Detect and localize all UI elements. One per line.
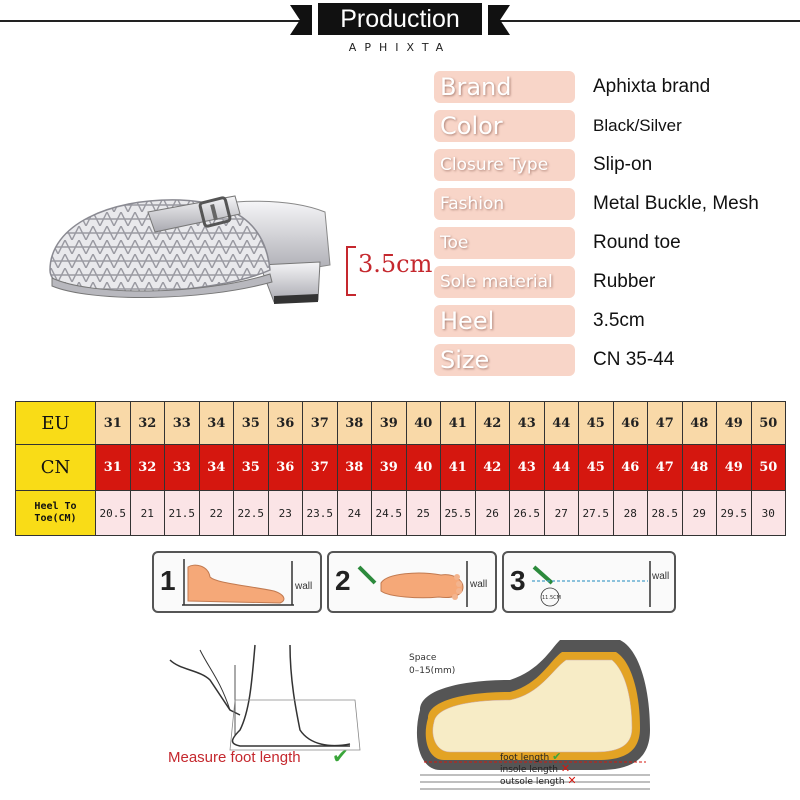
size-cell: 43	[510, 402, 545, 445]
size-cell: 34	[199, 402, 234, 445]
size-cell: 21	[130, 491, 165, 536]
size-cell: 30	[751, 491, 786, 536]
size-cell: 35	[234, 445, 269, 491]
size-cell: 38	[337, 445, 372, 491]
spec-row-sole	[434, 266, 794, 298]
page-title: Production	[318, 3, 482, 35]
size-cell: 46	[613, 402, 648, 445]
spec-key: Sole material	[434, 266, 575, 298]
size-cell: 36	[268, 402, 303, 445]
spec-row-color	[434, 110, 794, 142]
wall-label: wall	[470, 579, 488, 590]
measure-step-3	[502, 551, 676, 613]
size-cell: 32	[130, 402, 165, 445]
size-cell: 49	[717, 445, 752, 491]
spec-row-heel	[434, 305, 794, 337]
size-cell: 47	[648, 402, 683, 445]
size-cell: 47	[648, 445, 683, 491]
spec-value: 3.5cm	[593, 310, 645, 331]
space-range: 0–15(mm)	[409, 666, 456, 676]
size-cell: 49	[717, 402, 752, 445]
size-cell: 26	[475, 491, 510, 536]
measure-ruler-icon	[504, 553, 678, 615]
spec-value: Aphixta brand	[593, 76, 711, 97]
size-cell: 43	[510, 445, 545, 491]
size-cell: 26.5	[510, 491, 545, 536]
size-cell: 31	[96, 445, 131, 491]
size-cell: 37	[303, 402, 338, 445]
check-icon: ✔	[552, 750, 562, 763]
spec-value: Round toe	[593, 232, 681, 253]
size-row-eu	[16, 402, 786, 445]
size-row-heel-to-toe	[16, 491, 786, 536]
size-cell: 24	[337, 491, 372, 536]
size-chart-table	[15, 401, 786, 536]
cross-icon: ✕	[567, 774, 577, 787]
spec-row-closure	[434, 149, 794, 181]
size-cell: 38	[337, 402, 372, 445]
size-cell: 28.5	[648, 491, 683, 536]
size-cell: 42	[475, 445, 510, 491]
spec-key: Brand	[434, 71, 575, 103]
size-cell: 33	[165, 445, 200, 491]
size-cell: 24.5	[372, 491, 407, 536]
row-label-heel-to-toe	[16, 491, 96, 536]
spec-value: Metal Buckle, Mesh	[593, 193, 759, 214]
row-label-line2: Toe(CM)	[34, 513, 77, 524]
size-cell: 44	[544, 402, 579, 445]
size-cell: 46	[613, 445, 648, 491]
size-cell: 22	[199, 491, 234, 536]
size-cell: 22.5	[234, 491, 269, 536]
spec-value: Black/Silver	[593, 116, 682, 135]
spec-row-brand	[434, 71, 794, 103]
size-cell: 41	[441, 402, 476, 445]
size-cell: 32	[130, 445, 165, 491]
header-rule-left	[0, 20, 300, 22]
size-cell: 25	[406, 491, 441, 536]
header-rule-right	[500, 20, 800, 22]
heel-dimension-bracket	[346, 246, 356, 296]
foot-length-label: foot length ✔	[500, 750, 562, 763]
spec-key: Fashion	[434, 188, 575, 220]
spec-row-fashion	[434, 188, 794, 220]
spec-key: Closure Type	[434, 149, 575, 181]
size-cell: 39	[372, 445, 407, 491]
wall-label: wall	[295, 581, 313, 592]
spec-row-size	[434, 344, 794, 376]
step-number: 3	[510, 565, 526, 596]
spec-key: Toe	[434, 227, 575, 259]
row-label-cn: CN	[16, 445, 96, 491]
size-cell: 48	[682, 445, 717, 491]
size-cell: 50	[751, 402, 786, 445]
spec-value: Rubber	[593, 271, 656, 292]
size-cell: 23	[268, 491, 303, 536]
spec-value: Slip-on	[593, 154, 653, 175]
size-cell: 28	[613, 491, 648, 536]
size-row-cn	[16, 445, 786, 491]
row-label-eu: EU	[16, 402, 96, 445]
insole-length-label: insole length ✕	[500, 762, 571, 775]
outsole-length-label: outsole length ✕	[500, 774, 577, 787]
spec-row-toe	[434, 227, 794, 259]
size-cell: 45	[579, 402, 614, 445]
size-cell: 29	[682, 491, 717, 536]
spec-value: CN 35-44	[593, 349, 675, 370]
wall-label: wall	[652, 571, 670, 582]
size-cell: 31	[96, 402, 131, 445]
size-cell: 27	[544, 491, 579, 536]
size-cell: 27.5	[579, 491, 614, 536]
size-cell: 25.5	[441, 491, 476, 536]
size-cell: 33	[165, 402, 200, 445]
row-label-line1: Heel To	[34, 501, 77, 512]
spec-key: Heel	[434, 305, 575, 337]
dimension-label: 11.5CM	[542, 595, 561, 601]
size-cell: 41	[441, 445, 476, 491]
measure-caption: Measure foot length	[168, 749, 301, 766]
check-icon: ✔	[332, 744, 349, 768]
size-cell: 37	[303, 445, 338, 491]
size-cell: 50	[751, 445, 786, 491]
cross-icon: ✕	[560, 762, 571, 775]
spec-key: Color	[434, 110, 575, 142]
brand-subtitle: APHIXTA	[348, 41, 452, 54]
measure-step-2	[327, 551, 497, 613]
size-cell: 44	[544, 445, 579, 491]
size-cell: 45	[579, 445, 614, 491]
size-cell: 40	[406, 445, 441, 491]
size-cell: 34	[199, 445, 234, 491]
size-cell: 40	[406, 402, 441, 445]
size-cell: 23.5	[303, 491, 338, 536]
size-cell: 39	[372, 402, 407, 445]
step-number: 1	[160, 565, 176, 596]
size-cell: 35	[234, 402, 269, 445]
step-number: 2	[335, 565, 351, 596]
spec-key: Size	[434, 344, 575, 376]
size-cell: 36	[268, 445, 303, 491]
measure-step-1	[152, 551, 322, 613]
shoe-illustration	[30, 170, 350, 320]
heel-height-label: 3.5cm	[358, 250, 433, 278]
size-cell: 21.5	[165, 491, 200, 536]
size-cell: 48	[682, 402, 717, 445]
size-cell: 42	[475, 402, 510, 445]
space-label: Space	[409, 653, 437, 663]
size-cell: 29.5	[717, 491, 752, 536]
size-cell: 20.5	[96, 491, 131, 536]
